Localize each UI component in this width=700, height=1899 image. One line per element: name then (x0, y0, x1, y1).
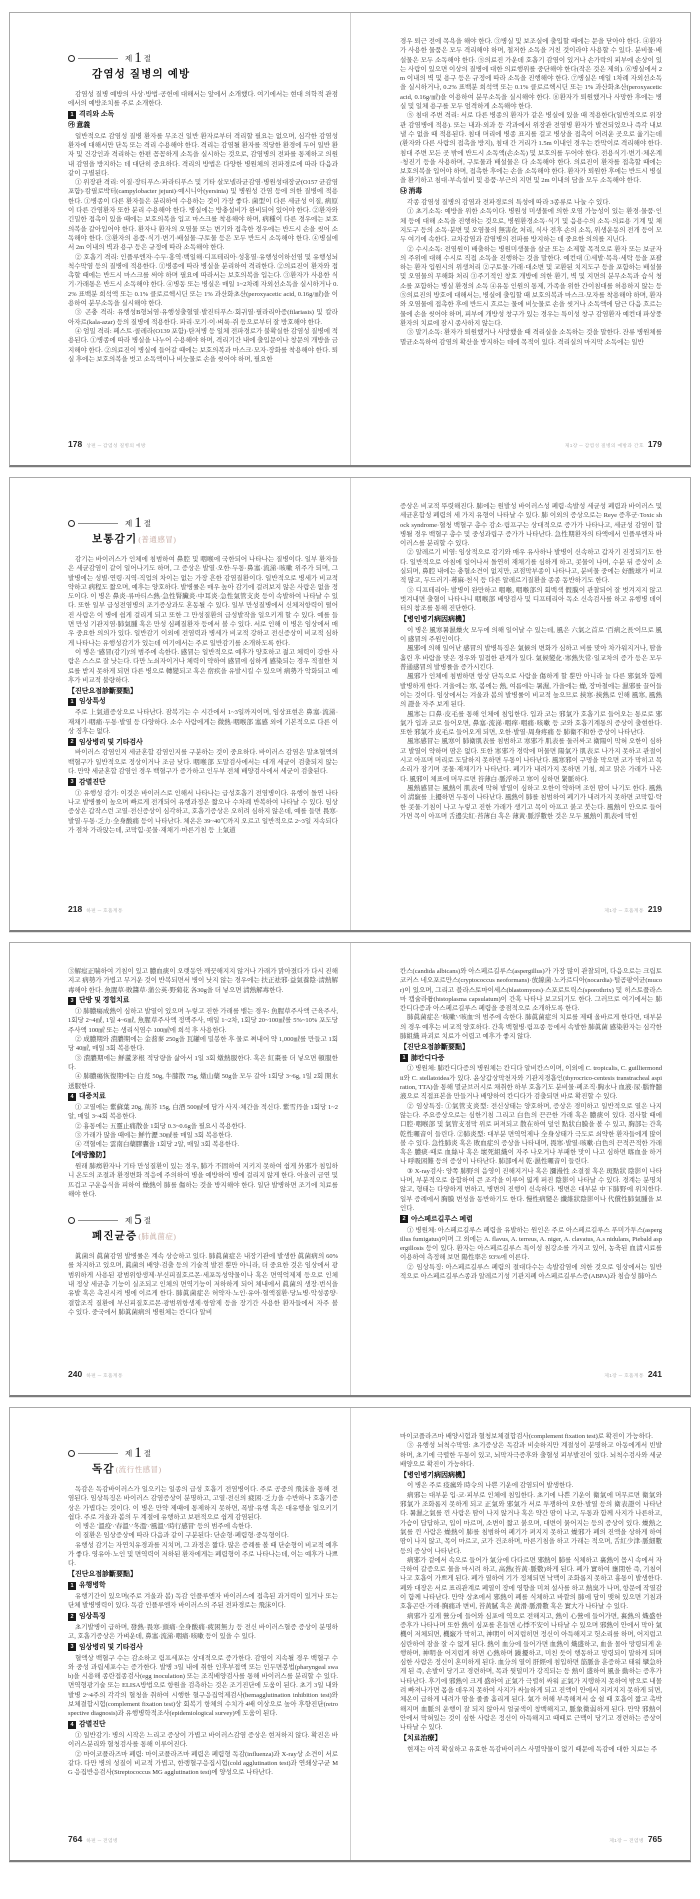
subsection-label: 3 임상병리 및 기타검사 (68, 1643, 338, 1652)
book-page-241 (350, 943, 690, 1395)
book-spread-218-219 (9, 477, 691, 932)
page-content (68, 502, 338, 890)
paragraph: 감기는 바이러스가 인체에 침범하여 鼻腔 및 咽喉에 국한되어 나타나는 질병이다. 일부 환자들은 세균감염이 같이 일어나기도 하며, 그 증상은 발열·오한·두통·鼻塞·流涕·咳嗽 위주가 되며, 그 발병에는 성별·연령·지역·직업의 차이는 없는 가장 흔한 감염질환이다. 일반적으로 병세가 비교적 약하고 病程도 짧으며, 예후는 양호하다. 발병률은 매우 높아 감기에 걸려보지 않은 사람은 없을 정도이다. 이 병은 鼻炎·류마티스熱·急性腎臟炎·中耳炎·急性氣管支炎 등이 속발하여 나타날 수 있다. 또한 일부 급성전염병의 조기증상과도 혼동될 수 있다. 일부 만성질병에서 신체저항력이 떨어진 사람은 이 병에 쉽게 걸리게 되고 또한 그 만성질환의 급성발작을 일으키게 할 수 있다. 예를 들면 만성 기관지염·肺氣腫 혹은 만성 심폐질환자 등에서 볼 수 있다. 서로 인해 이 병은 임상에서 매우 중요한 의의가 있다. 일반감기 이외에 전염력과 병세가 비교적 강하고 전신증상이 비교적 심하게 나타나는 유행성감기가 있는데 여기에서는 주로 일반감기를 소개하도록 한다. (68, 556, 338, 647)
running-title: 하편 ─ 전염병 (86, 1839, 118, 1844)
paragraph: 이 병은 風寒暑濕燥火 모두에 의해 일어날 수 있는데, 風은 六氣之首로 '百病之長'이므로 風이 感冒의 주원인이다. (400, 626, 662, 644)
paragraph: 마이코플라즈마 배양시험과 혈청보체결합검사(complement fixation test)로 확진이 가능하다. (400, 1433, 653, 1440)
paragraph: ③ 말기소독: 환자가 퇴원했거나 사망했을 때 격리실을 소독하는 것을 말한다. 잔류 병원체를 멸균소독하여 감염의 확산을 방지하는 데에 목적이 있다. 격리실의 마지막 소독에는 일반 (400, 329, 662, 346)
paragraph: ① 병원체: 肺칸디다증의 병원체는 칸디다 알비칸스이며, 이외에 C. tropicalis, C. guilliermondii와 C. stellatoidea가 있다. 윤상갑상막천자와 기관지경흡인(thyrocrico-centesis transtracheal aspiration, TTA)을 통해 멸균브러시로 채취한 하부 호흡기도 분비물·폐조직·胸水나 血液·尿·腦脊髓液으로 직접표본을 만들거나 배양하여 칸디다가 검출되면 바로 확진할 수 있다. (400, 1065, 662, 1101)
numbered-square-icon: 4 (68, 1721, 76, 1729)
book-page-219 (350, 478, 690, 930)
section-rule (78, 1453, 118, 1454)
book-spread-178-179 (9, 12, 691, 467)
section-bullet-icon (68, 55, 75, 62)
section-rule (78, 1220, 118, 1221)
bracket-heading: 【예방豫防】 (68, 1151, 110, 1160)
paragraph: ③ 곤충 격리: 유행성B형뇌염·유행성출혈열·발진티푸스·회귀열·필라리아증(filariasis) 및 칼라아자르(kala-azar) 등의 질병에 적용한다. 파리·모기·이·벼룩·쥐 등으로부터 잘 방호해야 한다. (68, 309, 338, 326)
subsection-label: 1 임상특성 (68, 697, 338, 706)
book-page-764 (10, 1408, 350, 1860)
subsection-label: 3 단방 및 경험치료 (68, 996, 338, 1005)
numbered-square-icon: 2 (68, 738, 76, 746)
page-footer (600, 1364, 662, 1382)
subsection-label: 1 유행병학 (68, 1581, 338, 1590)
bracket-heading: 【병인병기病因病機】 (400, 1470, 470, 1479)
paragraph: ③ 潰膿期에는 鮮蘆茅根 적당량을 삶아서 1일 3회 燉熱服한다. 혹은 紅棗를 더 넣으면 頓服한다. (68, 1054, 338, 1071)
sub-label: ㉮ 意義 (68, 121, 91, 129)
paragraph: ③ 디프테리아: 발병이 완만하고 咽喉, 咽喉部의 회백색 假膜이 관찰되어 잘 벗겨지지 않고 벗겨내면 출혈이 나타나니 咽喉部 배양검사 및 디프테리아 독소 신속검사를 하고 유행병 데이터의 참조를 통해 진단한다. (400, 586, 662, 613)
paragraph: ② 成膿期와 潰膿期에는 金蕎麥 250g을 瓦罐에 밀봉한 후 물로 쪄내어 약 1,000㎖를 만들고 1회당 40㎖, 매일 3회 복용한다. (68, 1036, 338, 1053)
subsection-label: 4 대증치료 (68, 1092, 338, 1101)
paragraph: ② 알레르기 비염: 임상적으로 감기와 매우 유사하나 발병이 신속하고 갑자기 진정되기도 한다. 일반적으로 아침에 일어나서 돌연히 재채기를 심하게 하고, 콧물이 나며, 수분 뒤 증상이 소실되며, 鼻腔 내에는 충혈소견이 없지만, 코점막부종이 나타나고, 분비물 중에는 好酸球가 비교적 많고, 두드러기·蕁麻·천식 등 다른 알레르기질환을 종종 동반하기도 한다. (400, 549, 662, 585)
section-heading: 제 1 절 보통감기(普通感冒) (68, 516, 338, 546)
section-rule (78, 58, 118, 59)
page-number: 219 (647, 904, 662, 914)
numbered-square-icon: 3 (68, 997, 76, 1005)
paragraph: 원래 肺癆환자나 기타 만성질환이 있는 경우, 肺가 不固하여 지키지 못하여 쉽게 外邪가 침입하니 온도의 조절과 환경변화 적응에 주의하여 병을 예방하여 병에 걸리지 않게 한다. 아울러 금연 및 뜨겁고 구운음식을 피하여 燥熱이 肺를 傷하는 것을 방지해야 한다. 일단 발병하면 조기에 치료를 해야 한다. (68, 1162, 338, 1198)
running-title: 제1장 ─ 감염성 질병의 예방과 간호 (564, 444, 644, 449)
running-title: 상편 ─ 감염성 질병의 예방 (86, 444, 146, 449)
paragraph: ① 일반감기: 병의 시작은 느리고 증상이 가볍고 바이러스감염 증상은 현저하지 않다. 확진은 바이러스분리와 혈청검사를 통해 이루어진다. (68, 1731, 338, 1749)
paragraph: 風邪가 인체에 침범하면 항상 단독으로 사람을 傷하게 할 뿐만 아니라 늘 다른 邪氣와 함께 발병하게 한다. 겨울에는 寒, 봄에는 熱, 여름에는 暑濕, 가을에는 燥, 장마철에는 濕邪를 끌어들이는 것이다. 임상에서는 겨울과 봄의 발병률이 비교적 높으므로 挾寒·挾熱로 인해 風寒, 風熱의 證을 자주 보게 된다. (400, 673, 662, 709)
bracket-heading: 【진단요점診斷要點】 (400, 1042, 470, 1051)
page-number: 178 (68, 439, 83, 449)
paragraph: ① 초기소독: 예방을 위한 소독이다. 병원성 미생물에 의한 오염 가능성이 있는 환경·물품·인체 등에 대해 소독을 진행하는 것으로, 병원환경소독·식기 및 음용수의 소독·의료용 기계 및 채지도구 등의 소독·분변 및 오염물의 無害化 처리, 식사 전후 손의 소독, 위생운동의 전개 등이 모두 여기에 속한다. 교차감염과 감염병의 전파를 방지하는 데 중요한 의의를 지닌다. (400, 208, 662, 244)
page-content (400, 1432, 662, 1820)
paragraph: 경우 퇴근 전에 목욕을 해야 한다. ③병실 및 보조실에 출입할 때에는 문을 닫아야 한다. ④환자가 사용한 물품은 모두 격리해야 하며, 철저한 소독을 거친 것이라야 사용할 수 있다. 분비물·배설물은 모두 소독해야 한다. ⑤의료진 가운데 호흡기 감염이 있거나 손가락의 피부에 손상이 있는 사람이 있으면 이상의 질병에 대한 의료행위를 중단해야 한다(작은 것은 제외). ⑥병실에서 2m 이내의 벽 및 용구 등은 규정에 따라 소독을 진행해야 한다. ⑦병실은 매일 1차례 자외선소독을 실시하거나, 0.2% 표백분 희석액 또는 0.1% 클로르헥시딘 또는 1% 과산화초산(peroxyacetic acid, 0.16g/㎖)을 이용하여 분무소독을 실시해야 한다. ⑧환자가 퇴원했거나 사망한 후에는 병실 및 일체 용구를 모두 엄격하게 소독해야 한다. (400, 38, 662, 111)
paragraph: 病邪가 겉에서 속으로 들어가 氣分에 다다르면 邪熱이 肺를 식체하고 裏熱이 몹시 속에서 자극하여 갈증으로 물을 마시려 하고, 高熱(苔黃·脈數)하게 된다. 폐가 實하여 壅閉한 즉, 기침이 나고 호흡이 가쁘게 된다. 폐가 열하여 기가 정체되면 낙맥이 조화롭지 못하고 흉통이 발생한다. 폐와 대장은 서로 표리관계로 폐열이 장에 영향을 미쳐 설사를 하고 熱臭가 나며, 항문에 작열감이 함께 나타난다. 만약 상초에서 邪熱이 폐를 식체하고 바깥의 肺에 담이 맺혀 있으면 기침과 호흡곤란·가래·胸痛과 변비, 苔黃膩 혹은 黃滑·脈滑數 혹은 實大가 나타날 수 있다. (400, 1556, 662, 1611)
numbered-square-icon: 2 (68, 1613, 76, 1621)
numbered-square-icon: 3 (68, 778, 76, 786)
section-heading: 제 5 절 폐진균증(肺眞菌症) (68, 1213, 338, 1243)
paragraph: ① 유행성 감기: 이것은 바이러스로 인해서 나타나는 급성호흡기 전염병이다. 유행이 돌연 나타나고 발병률이 높으며 빠르게 전개되어 유행과정은 짧으나 수차례 반복하여 나타날 수 있다. 임상증상은 갑작스런 고열·전신증상이 심각하고, 호흡기증상은 오히려 심하지 않은데, 예를 들면 畏寒·발열·두통·乏力·全身酸痛 등이 나타난다. 체온은 39~40℃까지 오르고 일반적으로 2~3일 지속되다가 점차 가라앉는데, 코막힘·콧물·재채기·마른기침 등 上氣道 (68, 789, 338, 834)
book-spread-764-765 (9, 1407, 691, 1862)
paragraph: 증상은 비교적 뚜렷해진다. 肺에는 원발성 바이러스성 폐렴·속발성 세균성 폐렴과 바이러스 및 세균혼합성 폐렴의 세 가지 유형이 나타날 수 있다. 肺 이외의 증상으로는 Reye 증후군·Toxic shock syndrome·혈청 백혈구 총수 감소·림프구는 상대적으로 증가가 나타나고, 세균성 감염이 합병될 경우 백혈구 총수 및 중성과립구 증가가 나타난다. 急性期환자의 타액에서 인플루엔자 바이러스를 분리할 수 있다. (400, 503, 662, 548)
paragraph: 유행성 감기는 자연치유경과를 지치며, 그 과정은 짧다. 많은 증례를 볼 때 단순형이 비교적 예후가 좋다. 영유아·노인 및 면역력이 저하된 환자에게는 폐렴형이 주로 나타나는데, 이는 예후가 나쁘다. (68, 1541, 338, 1568)
page-content (68, 967, 338, 1355)
page-content (68, 1432, 338, 1820)
section-bullet-icon (68, 1450, 75, 1457)
page-content (68, 37, 338, 425)
paragraph: 病邪가 깊게 營分에 들어와 심포에 역으로 전해지고, 熱이 心營에 들어가면, 裏熱의 熾盛한 증후가 나타나며 또한 熱이 심포를 흔들면 心悸不安이 나타날 수 있으며 邪熱이 안에서 막아 氣機이 저체되면, 機竅가 막히고, 神明이 어지럽히면 정신이 아득해지고 헛소리를 하며, 어지럽고 심란하여 잠을 잘 수 없게 된다. 熱이 血分에 들어가면 血熱이 熾盛하고, 血을 몰아 망령되게 운행하며, 神明을 어지럽게 하면 心熱하며 躁擾하고, 미친 듯이 행동하고 망령되이 말하게 되며 심한 사람은 정신이 혼미하게 된다. 血分의 열이 肝經에 침입하면 筋脈을 훈증하고 태워 攣急하게 된 즉, 손발이 당기고 경련하며, 목과 뒷덜미가 강직되는 등 熱이 盛하여 風을 動하는 증후가 나타난다. 후기에 邪熱이 크게 盛하여 正氣가 극렬히 싸워 正氣가 지탱하지 못하여 밖으로 내몰려 빠져나가면 몸을 데우지 못하여 사지가 싸늘하게 되고 진액이 안에서 지켜지지 못하게 되면, 체온이 급하게 내려가 땀을 줄줄 흘리게 된다. 氣가 허해 부족해져서 숨 쉴 때 호흡이 짧고 촉박해지며 血脈의 운행이 잘 되지 않아서 얼굴색이 창백해지고, 脈象微弱하게 된다. 만약 邪熱이 안에서 막혀있는 것이 심한 사람은 정신이 아득해지고 때때로 근맥이 당기고 경련하는 증상이 나타날 수 있다. (400, 1612, 662, 1732)
paragraph: ④ 肺膿瘍恢復期에는 白芨 50g, 牛膝散 75g, 燉山藥 50g을 모두 갈아 1회당 3~6g, 1일 2회 開水送服한다. (68, 1073, 338, 1090)
paragraph: 초기발병이 급하며, 發熱·畏寒·頭痛·全身酸痛·疲困無力 등 전신 바이러스혈증 증상이 분명하고, 호흡기증상은 가벼운데, 鼻塞·流涕·咽痛·咳嗽 등이 있을 수 있다. (68, 1623, 338, 1640)
paragraph: ② 수시소독: 전염원이 배출하는 병원미생물을 살균 또는 소제할 목적으로 환자 또는 보균자의 주위에 대해 수시로 직접 소독을 진행하는 것을 말한다. 예컨대 ①세발·목욕·세탁 등을 포괄하는 환자 입원시의 위생처리 ②구토물·가래·대소변 및 교환된 치지도구 등을 포함하는 배설물 및 오염물의 무해화 처리 ③주기적인 창호 개방에 의한 환기, 벽 및 지면의 분무소독과 습식 청소를 포함하는 병실 환경의 소독 ④유동 인원의 통제, 가족을 위한 간이침대를 허용하지 않는 등 ⑤의료진의 방호에 대해서는, 병실에 출입할 때 보호의복과 마스크·모자를 착용해야 하며, 환자와 오염물에 접촉한 후에 반드시 흐르는 물에 비눗물로 손을 씻거나 소독액에 담근 다음 흐르는 물에 손을 씻어야 하며, 피부에 개방성 창구가 있는 경우는 특이성 창구 감염환자 예컨대 파상풍 환자의 치료에 잠시 종사하지 않는다. (400, 245, 662, 327)
page-number: 218 (68, 904, 83, 914)
page-number: 179 (647, 439, 662, 449)
bracket-heading: 【병인병기病因病機】 (400, 615, 470, 624)
paragraph: 현재는 아직 확실하고 유효한 독감바이러스 사멸약물이 없기 때문에 독감에 대한 치료는 주 (407, 1745, 658, 1753)
sub-label: ㉯ 消毒 (400, 188, 423, 196)
section-heading: 제 1 절 감염성 질병의 예방 (68, 51, 338, 81)
paragraph: ② 임상특징: 아스페르길루스 폐렴의 절대다수는 속발감염에 의한 것으로 임상에서는 일반적으로 아스페르길루스종과 알레르기성 기관지폐 아스페르길루스증(ABPA)과 침습성 肺아스 (400, 1263, 662, 1280)
paragraph: ④ 객혈에는 雲南白藥膠囊을 1회당 2알, 매일 3회 복용한다. (75, 1141, 240, 1149)
book-page-179 (350, 13, 690, 465)
section-bullet-icon (68, 520, 75, 527)
numbered-square-icon: 1 (400, 1054, 408, 1062)
subsection-label: 2 임상특징 (68, 1612, 338, 1621)
page-footer (68, 1364, 127, 1382)
paragraph: ③ 가래가 많을 때에는 鮮竹瀝 30㎖를 매일 3회 복용한다. (75, 1132, 233, 1140)
page-content (400, 37, 662, 425)
paragraph: 주로 上氣道증상으로 나타난다. 잠복기는 수 시간에서 1~3일까지이며, 임상표현은 鼻塞·流涕·재채기·咽痛·두통·발열 등 다양하다. 소수 사람에게는 微熱·咽喉部 塞感 외에 기본적으로 다른 이상 징후는 없다. (68, 709, 338, 735)
paragraph: 이 병은 주로 疫癘와 時令의 나쁜 기운에 감염되어 발생한다. (407, 1482, 574, 1490)
paragraph: ① 병원체: 아스페르길루스 폐렴을 유발하는 원인은 주로 아스페르길루스 푸미가투스(aspergillus fumigatus)이며 그 외에는 A. flavus, A. terreus, A. niger, A. clavatus, A.s nidulans, Piebald aspergillosis 등이 있다. 환자는 아스페르길루스 특이성 침강소를 가지고 있어, 농축된 血淸시료를 이용하여 측정해 보면 陽性率은 93%에 이른다. (400, 1226, 662, 1262)
book-page-218 (10, 478, 350, 930)
paragraph: ② 흉통에는 五靈止痛散을 1회당 0.3~0.6g을 필요시 복용한다. (75, 1122, 246, 1130)
page-footer (561, 434, 662, 452)
paragraph: ③解痙正喘하여 기침이 있고 膿血痰이 오랫동안 깨끗해지지 않거나 가래가 맑아졌다가 다시 진해지고 病勢가 가볍고 무거운 것이 반복되면서 병이 낫지 않는 경우에는 扶正祛邪·益氣養陰·淸熱解毒해야 한다. 魚腥草·敗醬草·蒲公英·野菊花 各30g을 더 넣으면 淸熱解毒한다. (68, 968, 338, 994)
running-title: 제1장 ─ 호흡계통 (604, 909, 644, 914)
paragraph: 이 질환은 임상증상에 따라 다음과 같이 구분된다: 단순형·폐렴형·중독형이다. (75, 1532, 289, 1540)
paragraph: ② 마이코플라즈마 폐렴: 마이코플라즈마 폐렴은 폐렴형 독감(influenza)과 X-ray상 소견이 서로 같다. 다만 병의 성질이 비교적 가볍고, 한랭혈구응집시험(cold agglutination test)과 연쇄상구균 MG 응집반응검사(Streptococcus MG agglutination test)에 양성으로 나타난다. (68, 1750, 338, 1777)
paragraph: ① 肺膿瘍成熱이 심하고 발열이 있으며 누렇고 진한 가래를 뱉는 경우: 魚腥草주사액 근육주사, 1회당 2~4㎖, 1일 4~6㎖, 魚腥草주사액 정맥주사, 매일 1~2차, 1회당 20~100㎖를 5%~10% 포도당주사액 100㎖ 또는 생리식염수 100㎖에 희석 후 사용한다. (68, 1008, 338, 1034)
running-title: 하편 ─ 호흡계통 (86, 1374, 123, 1379)
page-content (400, 502, 662, 890)
running-title: 제1장 ─ 전염병 (609, 1839, 644, 1844)
page-footer (68, 1829, 122, 1847)
bracket-heading: 【치료治療】 (400, 1734, 442, 1742)
paragraph: 病邪는 대부분 입·코·피부로 인체에 침입한다. 초기에 나쁜 기운이 衛氣에 머무르면 衛氣와 邪氣가 조화롭지 못하게 되고 正氣와 邪氣가 서로 투쟁하여 오한·발열 등의 衛表證이 나타난다. 暑濕之氣를 낀 사람은 땀이 나지 않거나 혹은 약간 땀이 나고, 두통과 함께 사지가 나른하고, 가슴이 답답하고, 입이 마르며, 소변이 짧고 붉으며, 대변이 묽어지는 등의 증상이 있다. 燥熱之氣를 낀 사람은 燥熱이 肺를 침범하여 폐기가 펴지지 못하고 燥邪가 폐의 진액을 상하게 하여 땀이 나지 않고, 목이 마르고, 코가 건조하며, 마른기침을 하고 가래는 적으며, 舌紅少津·脈細數 등의 증상이 나타난다. (400, 1491, 662, 1555)
subsection-label: 4 감별진단 (68, 1720, 338, 1729)
paragraph: ⑤ 침대 주변 격리: 서로 다른 병종의 환자가 같은 병실에 있을 때 적용한다(일반적으로 위장관 감염병에 적용). 또는 내과·외과 등 각과에서 위장관 전염병 환자가 발견되었으나 즉각 내보낼 수 없을 때 적용된다. 침대 머리에 병종 표지를 걸고 병상을 접촉이 어려운 곳으로 옮기는데(환자와 다른 사람의 접촉을 방지), 침대 간 거리가 1.5m 이내인 경우는 칸막이로 격리해야 한다. 침대 주변 모든 곳 밖에 반드시 소독액(손소독) 및 보호의를 두어야 한다. 전용식기·변기·체온계·청진기 등을 사용하며, 구토물과 배설물은 다 소독해야 한다. 의료진이 환자를 접촉할 때에는 보호의복을 입어야 하며, 접촉한 후에는 손을 소독해야 한다. 환자가 퇴원한 후에는 반드시 병실을 환기하고 침대·부속설비 및 용품·부근의 지면 및 2m 이내의 담을 모두 소독해야 한다. (400, 112, 662, 185)
paragraph: ① 고열에는 紫蘇葉 20g, 荊芥 15g, 白酒 500㎖에 담가 사지·체간을 적신다. 紫雪丹을 1회당 1~2알, 매일 3~4회 복용한다. (68, 1104, 338, 1121)
paragraph: 감염성 질병 예방의 사상·방법·공헌에 대해서는 앞에서 소개했다. 여기에서는 현대 의학적 관점에서의 예방조치를 주로 소개한다. (68, 91, 338, 108)
page-number: 764 (68, 1834, 83, 1844)
paragraph: 이 병은 '感冒(감기)'의 범주에 속한다. 感冒는 일반적으로 예후가 양호하고 젊고 체력이 강한 사람은 스스로 잘 낫는다. 다만 노쇠자이거나 체력이 약하여 感冒에 심하게 感染되는 경우 적절한 치료를 받지 못하게 되면 다른 병으로 轉變되고 혹은 宿疾을 유발시킬 수 있으며 病勢가 악화되고 예후가 비교적 불량하다. (68, 648, 338, 684)
page-number: 765 (647, 1834, 662, 1844)
section-heading: 제 1 절 독감(流行性感冒) (68, 1446, 338, 1476)
book-page-240 (10, 943, 350, 1395)
paragraph: 독감은 독감바이러스가 일으키는 일종의 급성 호흡기 전염병이다. 주로 공중의 飛沫을 통해 전염된다. 임상특징은 바이러스 감염증상이 분명하고, 고열·전신의 疲困·乏力을 수반하나 호흡기증상은 가볍다는 것이다. 이 병은 만약 제때에 통제하지 못하면, 폭발·유행 혹은 대유행을 일으키기 쉽다. 주로 겨울과 봄의 두 계절에 유행하고 보편적으로 쉽게 감염된다. (68, 1486, 338, 1521)
paragraph: ② 호흡기 격리: 인플루엔자·수두·홍역·백일해·디프테리아·성홍열·유행성이하선염 및 유행성뇌척수막염 등의 질병에 적용한다. ①병종에 따라 병실을 분리하여 격리한다. ②의료진이 환자와 접촉할 때에는 반드시 마스크를 써야 하며 필요에 따라서는 보호의복을 입는다. ③환자가 사용한 식기·가래통은 반드시 소독해야 한다. ④병동 또는 병실은 매일 1~2차례 자외선소독을 실시하거나 0.2% 표백분 희석액 또는 0.1% 클로르헥시딘 또는 1% 과산화초산(peroxyacetic acid, 0.16g/㎖)을 이용하여 분무소독을 실시해야 한다. (68, 253, 338, 308)
subsection-label: 2 임상병리 및 기타검사 (68, 738, 338, 747)
paragraph: 각종 감염성 질병의 감염과 전파경로의 특성에 따라 3종류로 나눌 수 있다. (407, 199, 611, 207)
page-footer (605, 1829, 662, 1847)
paragraph: 肺眞菌症은 '咳嗽'·'咳血'의 범주에 속한다. 肺眞菌症의 치료를 제때 올바르게 한다면, 대부분의 경우 예후는 비교적 양호하다. 간혹 백혈병·림프종 등에서 속발한 肺眞菌 感染환자는 심각한 肺組織 파괴로 치료가 어렵고 예후가 좋지 않다. (400, 1014, 662, 1041)
numbered-square-icon: 1 (68, 111, 76, 119)
paragraph: ④ 엄밀 격리: 페스트·콜레라(O139 포함)·탄저병 등 일체 전파경로가 불확실한 감염성 질병에 적용된다. ①병종에 따라 병실을 나누어 수용해야 하며, 격리기간 내에 출입문이나 창문의 개방을 금지해야 한다. ②의료진이 병실에 들어갈 때에는 보호의복과 마스크·모자·장화를 착용해야 한다. 퇴실 후에는 보호의복을 벗고 소독액이나 비눗물로 손을 씻어야 하며, 필요한 (68, 327, 338, 363)
page-content (400, 967, 662, 1355)
paragraph: 바이러스 감염인지 세균혼합 감염인지를 구분하는 것이 중요하다. 바이러스 감염은 말초혈액의 백혈구가 일반적으로 정상이거나 조금 낮다. 咽喉部 도말검사에서는 대개 세균이 검출되지 않는다. 만약 세균혼합 감염인 경우 백혈구가 증가하고 인두부 전체 배양검사에서 세균이 검출된다. (68, 749, 338, 776)
paragraph: 일반적으로 감염성 질병 환자를 무조건 일반 환자로부터 격리할 필요는 없으며, 심각한 감염성 환자에 대해서만 단독 또는 격리 수용해야 한다. 격리는 감염될 환자를 적당한 환경에 두어 일반 환자 및 건강인과 격리하는 한편 꼼꼼하게 소독을 실시하는 것으로, 감염병의 전파를 통제하고 의원 내 감염을 방지하는 데 대단히 중요하다. 격리의 방법은 다양한 병원체의 전파경로에 따라 다음과 같이 구별된다. (68, 132, 338, 177)
section-bullet-icon (68, 1217, 75, 1224)
section-rule (78, 523, 118, 524)
paragraph: 眞菌의 眞菌감염 발병률은 계속 상승하고 있다. 肺眞菌症은 내장기관에 발생한 眞菌病의 60%를 차지하고 있으며, 眞菌의 배양·검출 등의 기술적 발전 뿐만 아니라, 더 중요한 것은 임상에서 광범위하게 사용된 광범위항생제·부신피질호르몬·세포독성약물이나 혹은 면역억제제 등으로 인체 내 정상 세균총 기능이 실조되고 인체의 면역기능이 저하하게 되어 체내에서 眞菌의 생장·번식을 유발 혹은 촉진시켜 병에 이르게 한다. 肺眞菌症은 허약자·노인·유아·혈액질환·당뇨병·악성종양·결합조직 질환에 부신피질호르몬·광범위항생제·항암제 등을 장기간 사용한 환자들에서 자주 볼 수 있다. 중국에서 肺眞菌病의 병원체는 칸디다 알비 (68, 1253, 338, 1316)
page-footer (68, 899, 127, 917)
numbered-square-icon: 2 (400, 1215, 408, 1223)
page-footer (68, 434, 150, 452)
subsection-label: 2 아스페르길루스 폐렴 (400, 1215, 662, 1224)
subsection-label: 1 肺칸디다증 (400, 1054, 662, 1063)
book-spread-240-241 (9, 942, 691, 1397)
paragraph: 風寒感冒는 風寒이 肺衛肌表를 침범하고 寒邪가 肌表를 둘러싸고 衛陽이 막혀 오한이 심하고 발열이 약하며 땀은 없다. 또한 寒邪가 경락에 머물면 陽氣가 肌表로 나가지 못하고 관절이 시고 아프며 머리로 도달하지 못하면 두통이 나타난다. 風寒邪이 구멍을 막으면 코가 막히고 목소리가 잠기며 콧물·재채기가 나타난다. 폐기가 내려가지 못하면 기침, 희고 맑은 가래가 나온다. 風邪이 체표에 머무르면 苔薄白·脈浮하고 寒이 심하면 緊脈하다. (400, 738, 662, 783)
book-page-765 (350, 1408, 690, 1860)
subsection-label: 1 격리와 소독 (68, 110, 338, 119)
numbered-square-icon: 1 (68, 1582, 76, 1590)
numbered-square-icon: 4 (68, 1093, 76, 1101)
paragraph: ① 위장관 격리: 이질·장티푸스·파라티푸스 및 기타 살모넬라균감염·병원성대장균(O157 균감염 포함)·캄필로박터(campylobacter jejuni)·예시니아(yersinia) 및 병원성 간염 등에 의한 질병에 적용한다. ①병종이 다른 환자들은 분리하여 수용하는 것이 가장 좋다. 菌型이 다른 세균성 이질, 病原이 다른 간염환자 또한 분리 수용해야 한다. 병실에는 방충설비가 완비되어 있어야 한다. ②환자와 긴밀한 접촉이 있을 때에는 보호의복을 입고 마스크를 착용해야 하며, 病種이 다른 경우에는 보호의복을 갈아입어야 한다. 환자나 환자의 오염물 또는 변기와 접촉한 경우에는 반드시 손을 씻어 소독해야 한다. ③환자의 용품·식기·변기·배설물·구토물 등은 모두 반드시 소독해야 한다. ④병실에서 2m 이내의 벽과 용구 등은 규정에 따라 소독해야 한다. (68, 179, 338, 252)
paragraph: 風邪에 의해 일어난 感冒의 발병특징은 氣候의 변화가 심하고 비를 맞아 차가워지거나, 땀을 흘린 후 바람을 맞은 경우와 밀접한 관계가 있다. 氣候變化·寒熱失常·일교차의 증가 등은 모두 普通感冒의 발병률을 증가시킨다. (400, 645, 662, 672)
paragraph: ③ 유행성 뇌척수막염: 초기증상은 독감과 비슷하지만 계절성이 분명하고 아동에게서 빈발하며, 초기에 극렬한 두통이 있고, 뇌막자극증후와 출혈성 피부발진이 있다. 뇌척수검사와 세균배양으로 확진이 가능하다. (400, 1442, 662, 1468)
running-title: 하편 ─ 호흡계통 (86, 909, 123, 914)
bracket-heading: 【진단요점診斷要點】 (68, 1570, 138, 1579)
paragraph: 혈액상 백혈구 수는 감소하고 림프세포는 상대적으로 증가한다. 감염이 지속될 경우 백혈구 수와 중성 과립세포수는 증가한다. 발병 3일 내에 취한 인후부접액 또는 인두면봉법(pharyngeal swab)을 시용해 종란접종검사(egg inoculation) 또는 조직배양검사를 통해 바이러스를 분리할 수 있다. 면역형광기술 또는 ELISA방법으로 항원을 검측하는 것은 조기진단에 도움이 된다. 초기 3일 내와 발병 2~4주의 각각의 혈청을 취하여 시행한 혈구응집억제검사(hemagglutination inhibition test)와 보체결합시험(complement fixation test)상 회복기 항체의 수치가 4배 이상으로 높아 후향진단(retrospective diagnosis)과 유행병학적조사(epidemiological survey)에 도움이 된다. (68, 1654, 338, 1718)
running-title: 제1장 ─ 호흡계통 (604, 1374, 644, 1379)
book-page-178 (10, 13, 350, 465)
paragraph: 이 병은 '溫疫'·'春溫'·'冬溫'·'風溫'·'時行感冒' 등의 범주에 속한다. (75, 1523, 253, 1531)
bracket-heading: 【진단요점診斷要點】 (68, 686, 138, 695)
page-footer (600, 899, 662, 917)
paragraph: ③ X-ray검사: 양쪽 肺野의 음영이 진해지거나 혹은 瀰漫性 소결절 혹은 斑點狀 陰影이 나타나며, 부분적으로 융합하여 큰 조각을 이루어 엷게 퍼진 陰影이 나타날 수 있다. 경계는 분명치 않고, 형태는 다양하게 변하고, 병변의 진행이 신속하다. 병변은 대부분 中下肺野에 위치한다. 일부 증례에서 胸膜 변성을 동반하기도 한다. 慢性病變은 纖維狀陰影이나 代償性肺氣腫을 보인다. (400, 1167, 662, 1212)
paragraph: ② 임상특징: ①氣管支炎型: 전신상태는 양호하며, 증상은 경미하고 일반적으로 열은 나지 않는다. 주요증상으로는 심한기침 그리고 白色의 끈끈한 가래 혹은 膿痰이 있다. 검사할 때에 口腔·咽喉部 및 氣管支점막 위로 퍼져되고 散在하여 덮인 點狀白膜을 볼 수 있고, 胸部는 간혹 乾性囉音이 들린다. ②肺炎型: 대부분 면역억제나 全身상태가 극도로 쇠약한 환자들에게 많이 볼 수 있다. 急性肺炎 혹은 敗血症의 증상을 나타내며, 畏寒·발열·咳嗽·白色의 끈적끈적한 가래 혹은 膿痰·때로 血絲나 혹은 壞死組織이 자주 나오거나 부패한 맛이 나고 심하면 喀血을 하거나 呼吸困難 등의 증상이 나타난다. 肺部에서 乾·濕性囉音이 들린다. (400, 1102, 662, 1166)
numbered-square-icon: 3 (68, 1643, 76, 1651)
page-number: 240 (68, 1369, 83, 1379)
paragraph: 風熱感冒는 風熱이 肌表에 막혀 발열이 심하고 오한이 약하며 조헌 땀이 나기도 한다. 風熱이 淸竅를 上擾하면 두통이 나타난다. 風熱이 肺를 침범하여 폐기가 내려가지 못하면 코막힘·탁한 콧물·기침이 나고 누렇고 진한 가래가 생기고 목이 아프고 붉고 붓는다. 風熱이 안으로 들어가면 목이 아프며 舌邊尖紅·苔薄白 혹은 薄黃·脈浮數한 것은 모두 風熱이 肌表에 막힌 (400, 784, 662, 820)
subsection-label: 3 감별진단 (68, 778, 338, 787)
page-number: 241 (647, 1369, 662, 1379)
numbered-square-icon: 1 (68, 698, 76, 706)
paragraph: 칸스(candida albicans)와 아스페르길루스(aspergillus)가 가장 많이 관찰되며, 다음으로는 크립토코커스 네오포르만스(cryptococcus neoformans)·放線菌·노카르디아(nocardia)·털곰팡이균(mucor)이 있으며, 그리고 블라스토마이세스(blastomyces)·스포로트릭스(sporothrix) 및 히스토플라스마 캡슐라튬(histoplasma capsulatum)이 간혹 나타나 보고되기도 한다. 그러므로 여기에서는 肺칸디다증과 아스페르길루스 폐렴을 중점적으로 소개하도록 한다. (400, 968, 662, 1013)
paragraph: 風寒는 口鼻·皮毛를 통해 인체에 침입한다. 입과 코는 邪氣가 호흡기로 들어오는 통로로 邪氣가 입과 코로 들어오면, 鼻塞·流涕·咽痒·咽痛·咳嗽 등 코와 호흡기계통의 증상이 출현한다. 또한 邪氣가 皮毛로 들어오게 되면, 오한·발열·周身疼痛 등 肺衛不和한 증상이 나타난다. (400, 710, 662, 737)
paragraph: 유행기간이 있으며(주로 겨울과 봄) 독감 인플루엔자 바이러스에 접촉된 과거력이 있거나 또는 단체 발병병력이 있다. 독감 인플루엔자 바이러스의 주된 전파경로는 飛沫이다. (68, 1592, 338, 1610)
